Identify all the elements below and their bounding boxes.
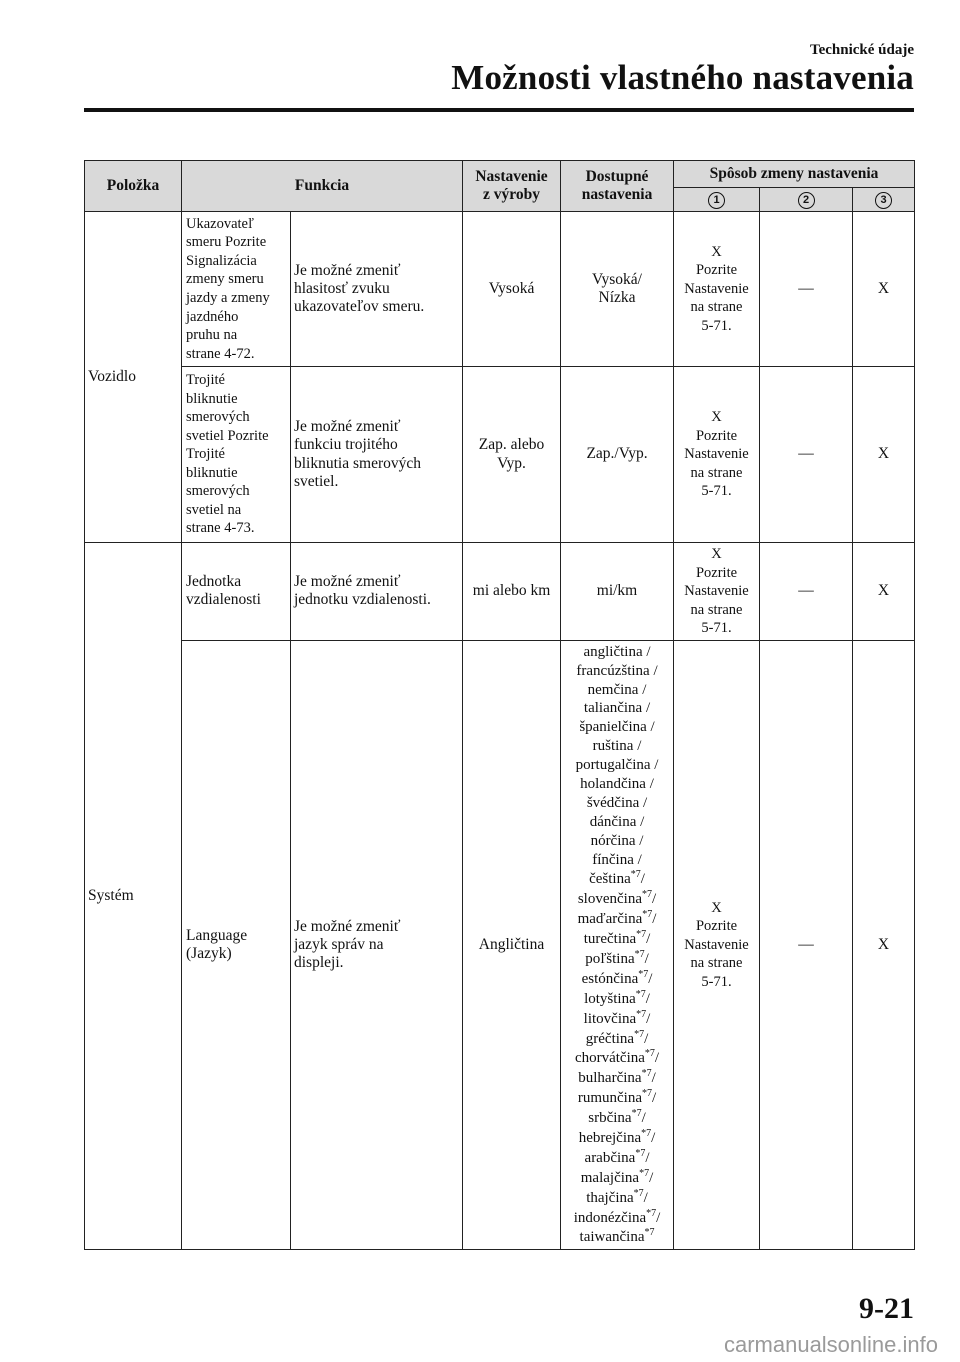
cell-factory: Zap. alebo Vyp. xyxy=(463,367,561,543)
cell-function: Je možné zmeniť jazyk správ na displeji. xyxy=(291,640,463,1250)
circled-number-1-icon: 1 xyxy=(708,192,725,209)
header-function: Funkcia xyxy=(182,161,463,212)
cell-method-3: X xyxy=(853,543,915,641)
header-method-3 xyxy=(853,188,915,212)
page-number: 9-21 xyxy=(859,1292,914,1325)
cell-available: Vysoká/ Nízka xyxy=(561,212,674,367)
table-row xyxy=(85,543,915,641)
header-change-method: Spôsob zmeny nastavenia xyxy=(674,161,915,188)
watermark: carmanualsonline.info xyxy=(723,1332,938,1357)
header-method-1 xyxy=(674,188,760,212)
customization-table xyxy=(84,160,915,1250)
cell-method-2: — xyxy=(760,212,853,367)
header-divider xyxy=(84,108,914,112)
cell-available-languages: angličtina / francúzština / nemčina / taliančina / španielčina / ruština / portugalčina / holandčina / švédčina / dánčina / nórčina / fínčina / čeština$^{*7}$/ slovenčina$^{*7}$/ maďarčina$^{*7}$/ turečtina$^{*7}$/ poľština$^{*7}$/ estónčina$^{*7}$/ lotyština$^{*7}$/ litovčina$^{*7}$/ gréčtina$^{*7}$/ chorvátčina$^{*7}$/ bulharčina$^{*7}$/ rumunčina$^{*7}$/ srbčina$^{*7}$/ hebrejčina$^{*7}$/ arabčina$^{*7}$/ malajčina$^{*7}$/ thajčina$^{*7}$/ indonézčina$^{*7}$/ taiwančina$^{*7}$ xyxy=(561,640,674,1250)
header-available-settings: Dostupné nastavenia xyxy=(561,161,674,212)
cell-method-1: X Pozrite Nastavenie na strane 5-71. xyxy=(674,212,760,367)
cell-method-3: X xyxy=(853,367,915,543)
cell-method-1: X Pozrite Nastavenie na strane 5-71. xyxy=(674,543,760,641)
header-factory-setting: Nastavenie z výroby xyxy=(463,161,561,212)
circled-number-2-icon: 2 xyxy=(798,192,815,209)
cell-method-2: — xyxy=(760,367,853,543)
group-label: Vozidlo xyxy=(85,212,182,543)
cell-function: Je možné zmeniť jednotku vzdialenosti. xyxy=(291,543,463,641)
header-method-2 xyxy=(760,188,853,212)
group-label: Systém xyxy=(85,543,182,1250)
cell-item: Language (Jazyk) xyxy=(182,640,291,1250)
cell-method-3: X xyxy=(853,640,915,1250)
cell-method-2: — xyxy=(760,543,853,641)
cell-method-1: X Pozrite Nastavenie na strane 5-71. xyxy=(674,367,760,543)
table-row xyxy=(85,212,915,367)
table-row xyxy=(85,640,915,1250)
cell-available: mi/km xyxy=(561,543,674,641)
page-title: Možnosti vlastného nastavenia xyxy=(451,58,914,97)
cell-function: Je možné zmeniť hlasitosť zvuku ukazovateľov smeru. xyxy=(291,212,463,367)
cell-item: Ukazovateľ smeru Pozrite Signalizácia zmeny smeru jazdy a zmeny jazdného pruhu na strane 4-72. xyxy=(182,212,291,367)
cell-method-1: X Pozrite Nastavenie na strane 5-71. xyxy=(674,640,760,1250)
section-label: Technické údaje xyxy=(809,42,914,58)
cell-function: Je možné zmeniť funkciu trojitého bliknutia smerových svetiel. xyxy=(291,367,463,543)
cell-factory: Angličtina xyxy=(463,640,561,1250)
header-item: Položka xyxy=(85,161,182,212)
cell-method-3: X xyxy=(853,212,915,367)
cell-method-2: — xyxy=(760,640,853,1250)
cell-factory: mi alebo km xyxy=(463,543,561,641)
table-row xyxy=(85,367,915,543)
cell-item: Trojité bliknutie smerových svetiel Pozrite Trojité bliknutie smerových svetiel na strane 4-73. xyxy=(182,367,291,543)
cell-factory: Vysoká xyxy=(463,212,561,367)
cell-item: Jednotka vzdialenosti xyxy=(182,543,291,641)
circled-number-3-icon: 3 xyxy=(875,192,892,209)
cell-available: Zap./Vyp. xyxy=(561,367,674,543)
